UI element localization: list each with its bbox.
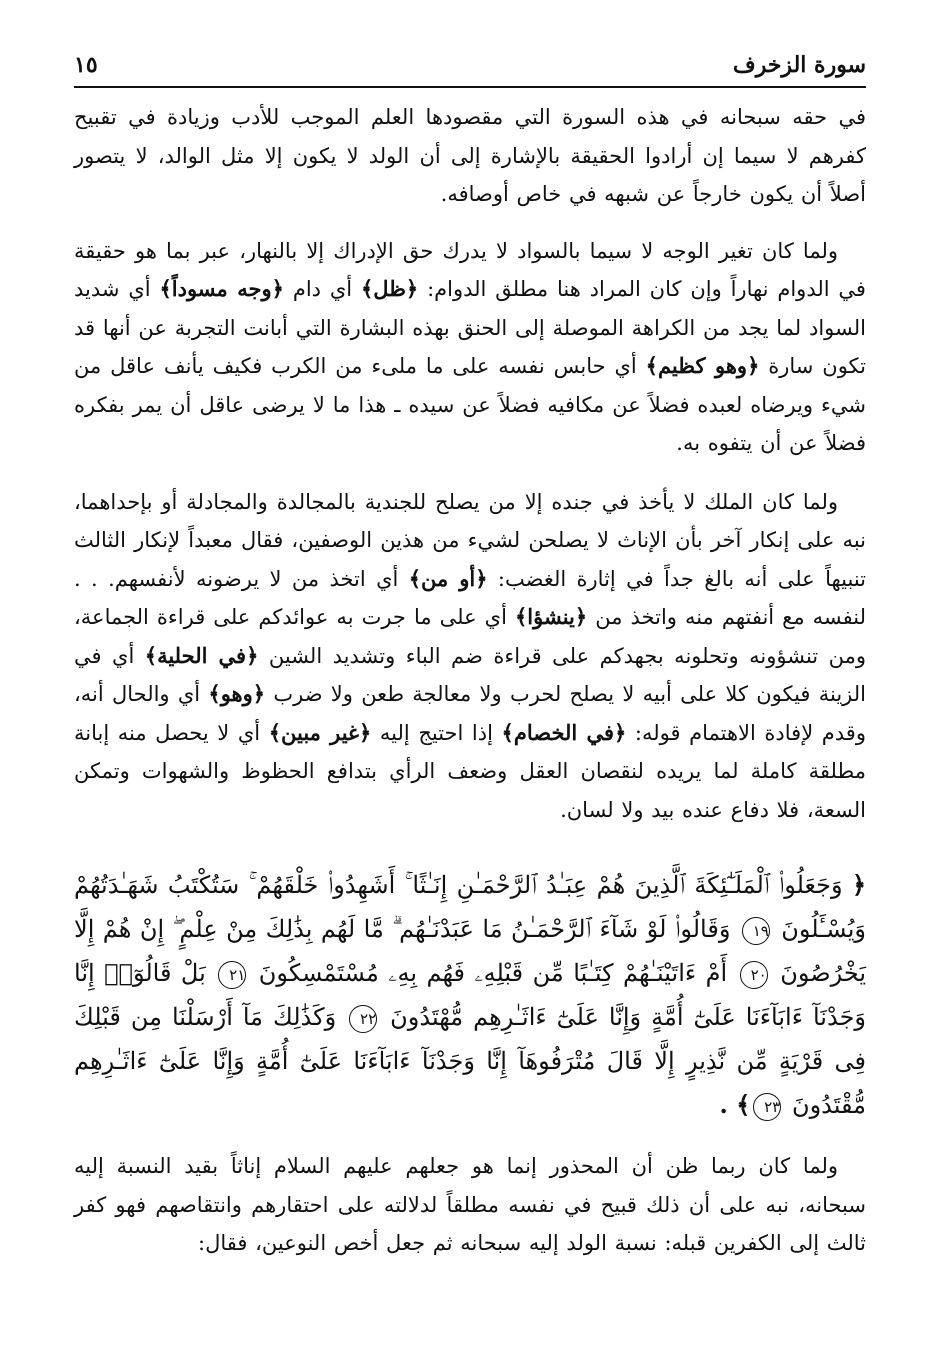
ayah-number-23: ٢٣	[753, 1093, 781, 1121]
verse-21: أَمْ ءَاتَيْنَـٰهُمْ كِتَـٰبًا مِّن قَبْلِهِۦ فَهُم بِهِۦ مُسْتَمْسِكُونَ	[258, 959, 728, 987]
verse-23: وَكَذَٰلِكَ مَآ أَرْسَلْنَا مِن قَبْلِكَ فِى قَرْيَةٍ مِّن نَّذِيرٍ إِلَّا قَالَ مُتْرَفُوهَآ إِنَّا وَجَدْنَآ ءَابَآءَنَا عَلَىٰٓ أُمَّةٍ وَإِنَّا عَلَىٰٓ ءَاثَـٰرِهِم مُّقْتَدُونَ	[74, 1003, 866, 1119]
quote-wahuwa: ﴿وهو﴾	[208, 681, 266, 706]
quote-wajhuhu-muswaddan: ﴿وجه مسوداً﴾	[159, 276, 284, 301]
quote-yunashsha: ﴿ينشؤا﴾	[514, 604, 588, 629]
verse-20: وَقَالُوا۟ لَوْ شَآءَ ٱلرَّحْمَـٰنُ مَا عَبَدْنَـٰهُم ۗ مَّا لَهُم بِذَٰلِكَ مِنْ عِلْمٍ ۖ إِنْ هُمْ إِلَّا يَخْرُصُونَ	[74, 915, 867, 987]
quote-zall: ﴿ظل﴾	[360, 276, 419, 301]
ayah-number-22: ٢٢	[349, 1005, 377, 1033]
paragraph-2-text-4: أي حابس نفسه على ما ملىء من الكرب فكيف يأنف عاقل من شيء ويرضاه لعبده فضلاً عن مكافيه فضلاً عن سيده ـ هذا ما لا يرضى عاقل أن يمر بفكره فضلاً عن أن يتفوه به.	[74, 354, 866, 455]
paragraph-1	[74, 98, 866, 214]
paragraph-3-text-2: أي اتخذ من لا يرضونه لأنفسهم. . . لنفسه مع أنفتهم منه واتخذ من	[74, 566, 866, 629]
quran-close-bracket: ﴾ .	[719, 1090, 751, 1119]
paragraph-3-text-3: أي على ما جرت به عوائدكم على قراءة الجماعة، ومن تنشؤونه وتحلونه بجهدكم على قراءة ضم الباء وتشديد الشين	[74, 605, 866, 668]
ayah-number-20: ٢٠	[740, 961, 768, 989]
quote-fi-al-hilya: ﴿في الحلية﴾	[144, 642, 259, 668]
verse-19: وَجَعَلُوا۟ ٱلْمَلَـٰٓئِكَةَ ٱلَّذِينَ هُمْ عِبَـٰدُ ٱلرَّحْمَـٰنِ إِنَـٰثًا ۚ أَشَهِدُوا۟ خَلْقَهُمْ ۚ سَتُكْتَبُ شَهَـٰدَتُهُمْ وَيُسْـَٔلُونَ	[74, 871, 866, 943]
page-number: ١٥	[74, 52, 98, 78]
page-header	[74, 0, 866, 88]
quote-ghayru-mubin: ﴿غير مبين﴾	[268, 719, 372, 745]
paragraph-3	[74, 483, 866, 830]
paragraph-4	[74, 1147, 866, 1263]
ayah-number-21: ٢١	[218, 961, 246, 989]
quran-verses-block	[74, 863, 866, 1127]
ayah-number-19: ١٩	[742, 917, 770, 945]
paragraph-2	[74, 232, 866, 463]
paragraph-2-text-2: أي دام	[283, 277, 361, 301]
quran-open-bracket: ﴿	[851, 870, 866, 899]
paragraph-3-text-5: أي والحال أنه، وقدم لإفادة الاهتمام قوله:	[74, 682, 866, 745]
quote-wahuwa-kazim: ﴿وهو كظيم﴾	[645, 353, 760, 378]
verse-22: بَلْ قَالُوٓا۟ إِنَّا وَجَدْنَآ ءَابَآءَنَا عَلَىٰٓ أُمَّةٍ وَإِنَّا عَلَىٰٓ ءَاثَـٰرِهِم مُّهْتَدُونَ	[74, 959, 866, 1031]
paragraph-3-text-1: ولما كان الملك لا يأخذ في جنده إلا من يصلح للجندية بالمجالدة والمجادلة أو بإحداهما، نبه على إنكار آخر بأن الإناث لا يصلحن لشيء من هذين الوصفين، فقال معبداً لإنكار الثالث تنبيهاً على أنه بالغ جداً في إثارة الغضب:	[74, 489, 866, 591]
paragraph-3-text-7: أي لا يحصل منه إبانة مطلقة كاملة لما يريده لنقصان العقل وضعف الرأي بتدافع الحظوظ والشهوات وتمكن السعة، فلا دفاع عنده بيد ولا لسان.	[74, 720, 866, 822]
paragraph-2-text-3: أي شديد السواد لما يجد من الكراهة الموصلة إلى الحنق بهذه البشارة التي أبانت التجربة عن أنها قد تكون سارة	[74, 277, 866, 378]
paragraph-2-text-1: ولما كان تغير الوجه لا سيما بالسواد لا يدرك حق الإدراك إلا بالنهار، عبر بما هو حقيقة في الدوام نهاراً وإن كان المراد هنا مطلق الدوام:	[74, 238, 866, 301]
paragraph-3-text-6: إذا احتيج إليه	[371, 720, 502, 745]
surah-title: سورة الزخرف	[732, 52, 866, 78]
quote-fi-al-khisam: ﴿في الخصام﴾	[501, 719, 627, 745]
paragraph-3-text-4: أي في الزينة فيكون كلا على أبيه لا يصلح لحرب ولا معالجة طعن ولا ضرب	[74, 643, 866, 706]
quote-aw-man: ﴿أو من﴾	[408, 565, 488, 591]
paragraph-1-text: في حقه سبحانه في هذه السورة التي مقصودها العلم الموجب للأدب وزيادة في تقبيح كفرهم لا سيما إن أرادوا الحقيقة بالإشارة إلى أن الولد لا يكون إلا مثل الوالد، لا يتصور أصلاً أن يكون خارجاً عن شبهه في خاص أوصافه.	[74, 105, 866, 206]
paragraph-4-text: ولما كان ربما ظن أن المحذور إنما هو جعلهم عليهم السلام إناثاً بقيد النسبة إليه سبحانه، نبه على أن ذلك قبيح في نفسه مطلقاً لدلالته على احتقارهم وانتقاصهم فهو كفر ثالث إلى الكفرين قبله: نسبة الولد إليه سبحانه ثم جعل أخص النوعين، فقال:	[74, 1154, 866, 1255]
